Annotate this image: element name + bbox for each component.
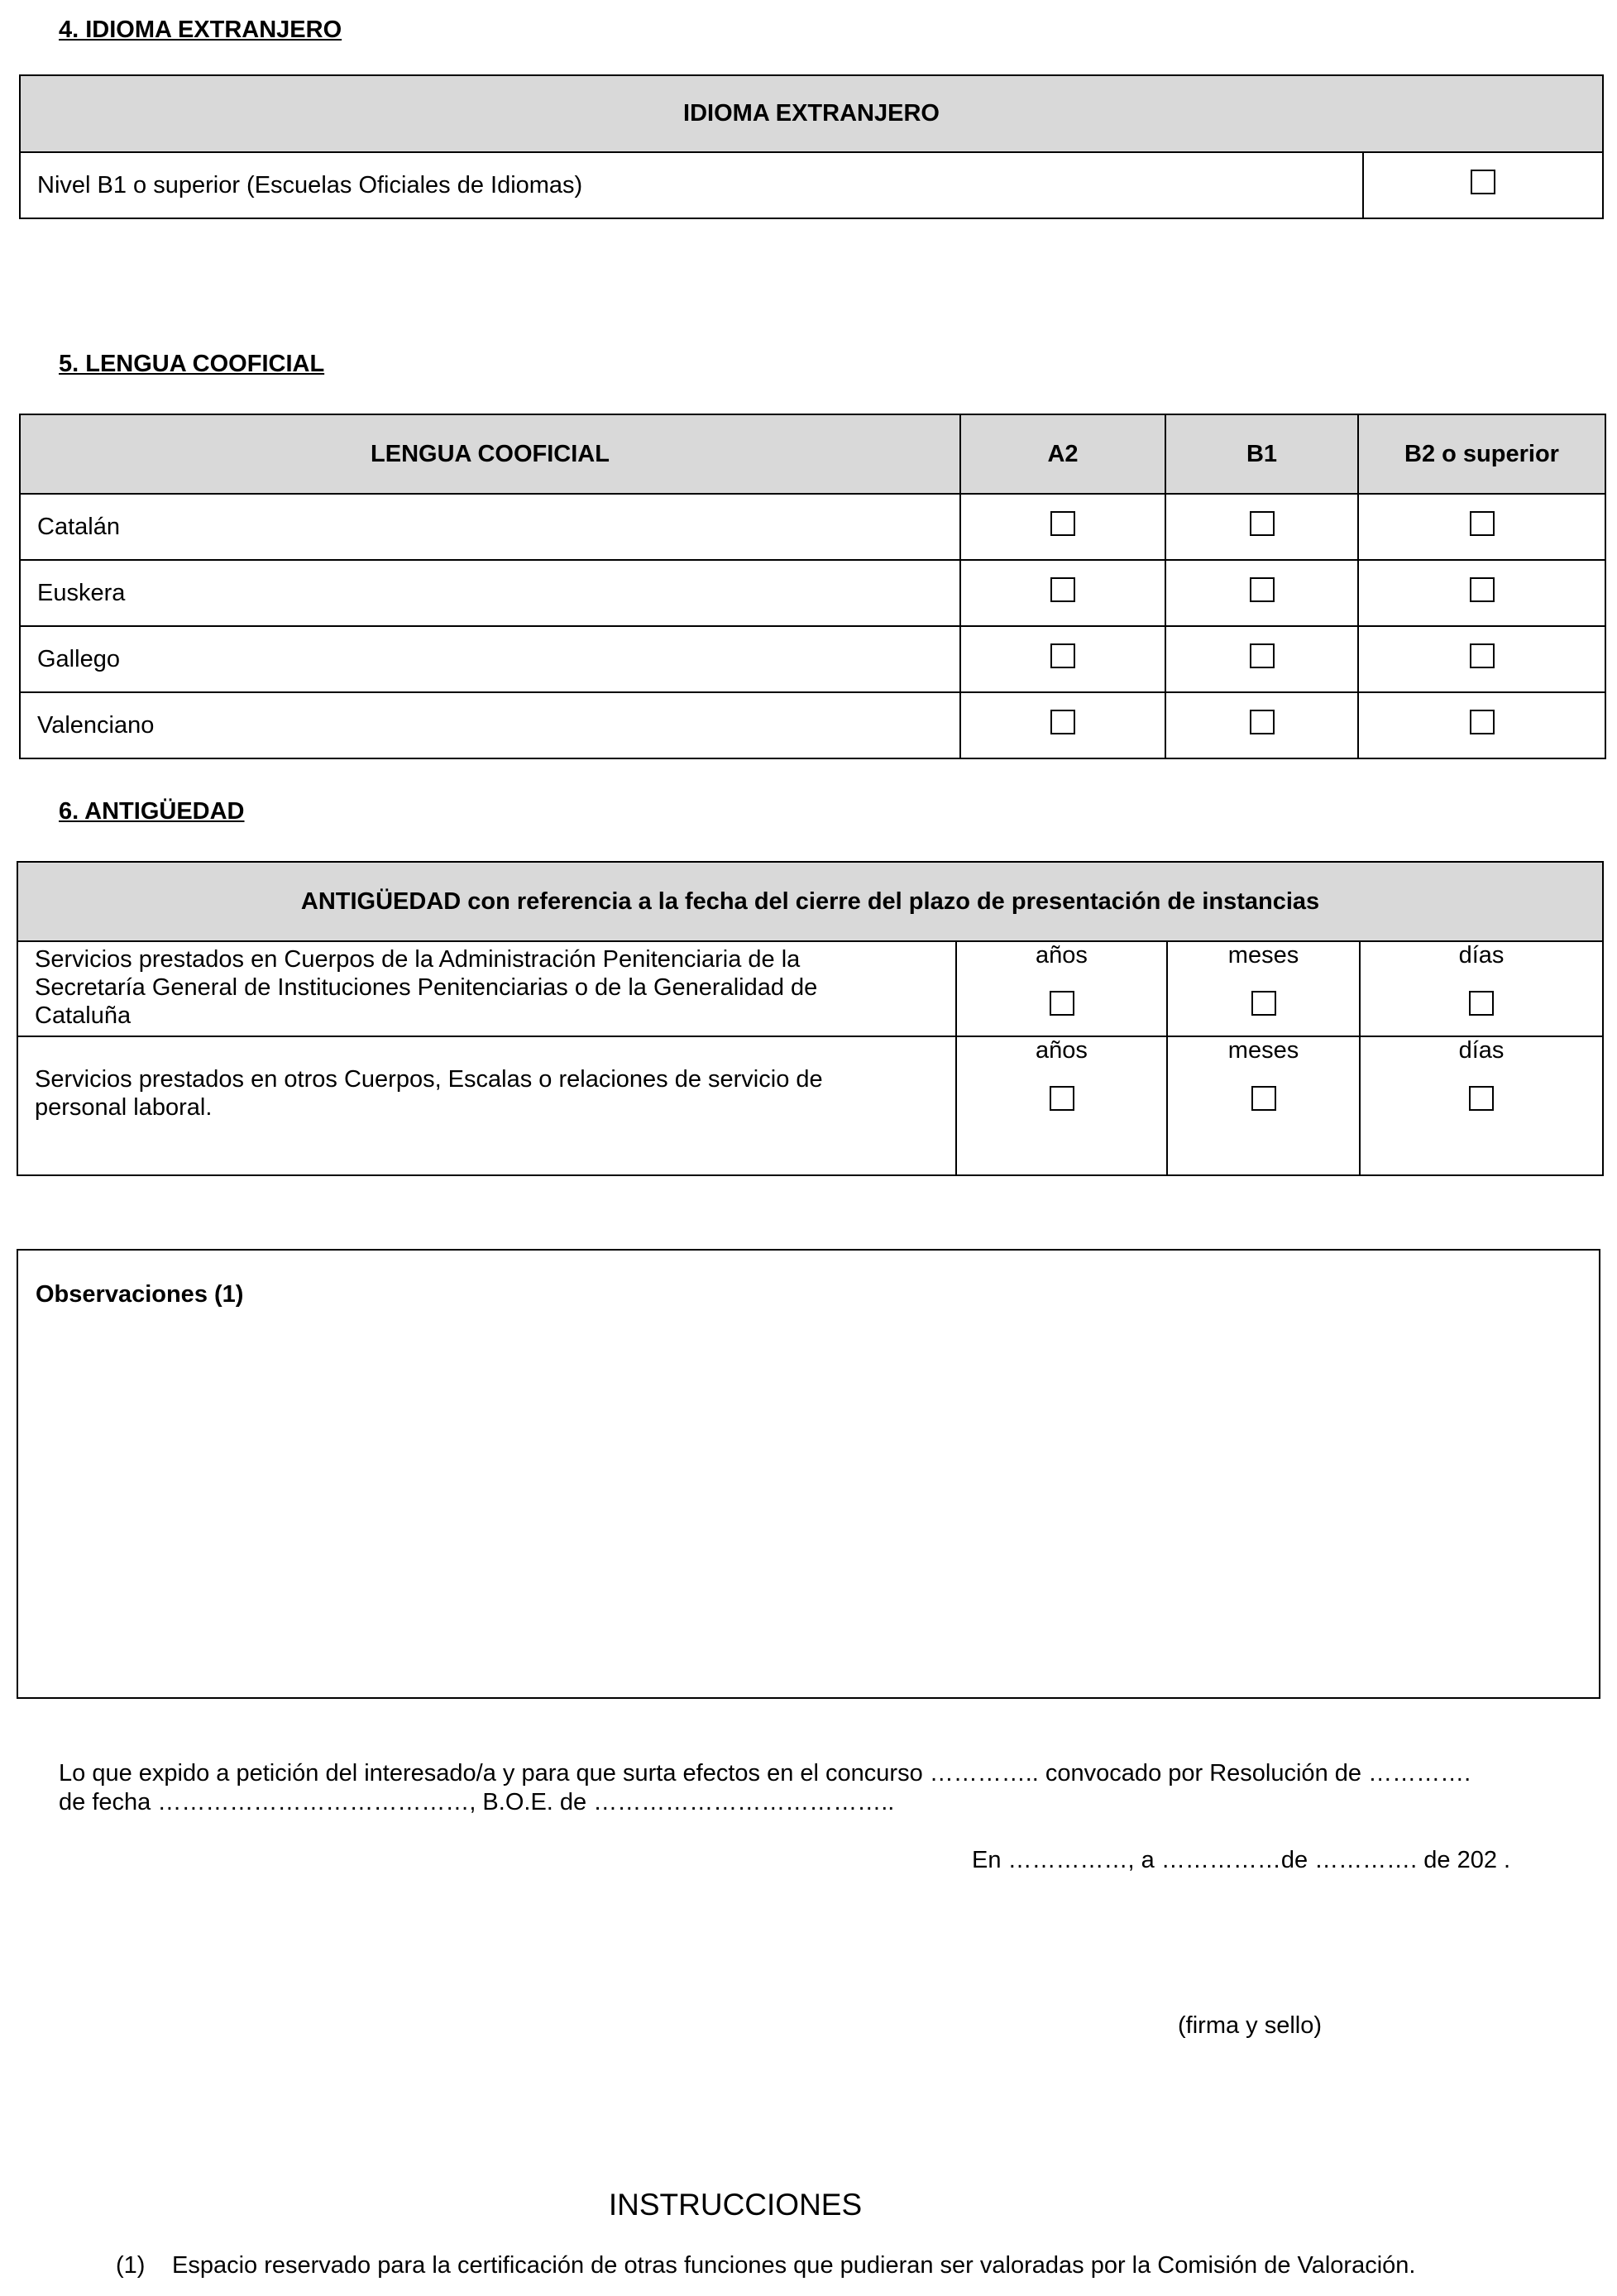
language-name: Catalán (20, 494, 960, 560)
row1-days-checkbox[interactable] (1469, 991, 1494, 1016)
months-label: meses (1227, 1037, 1299, 1064)
table-row (20, 626, 1605, 692)
gallego-b1-checkbox[interactable] (1250, 643, 1275, 668)
seniority-header: ANTIGÜEDAD con referencia a la fecha del cierre del plazo de presentación de instancias (17, 862, 1603, 941)
col-header-a2: A2 (960, 414, 1165, 494)
foreign-language-table (19, 74, 1604, 219)
section-4-heading: 4. IDIOMA EXTRANJERO (59, 17, 342, 43)
row2-years-checkbox[interactable] (1050, 1086, 1074, 1111)
col-header-b2: B2 o superior (1358, 414, 1605, 494)
euskera-b2-checkbox[interactable] (1470, 577, 1495, 602)
catalan-b2-checkbox[interactable] (1470, 511, 1495, 536)
months-label: meses (1227, 942, 1299, 969)
foreign-language-row-label: Nivel B1 o superior (Escuelas Oficiales de Idiomas) (20, 152, 1363, 218)
gallego-b2-checkbox[interactable] (1470, 643, 1495, 668)
valenciano-b2-checkbox[interactable] (1470, 710, 1495, 734)
table-row (17, 1036, 1603, 1175)
col-header-b1: B1 (1165, 414, 1358, 494)
days-label: días (1458, 1037, 1505, 1064)
instruction-text: Espacio reservado para la certificación de otras funciones que pudieran ser valoradas por la Comisión de Valoración. (172, 2252, 1416, 2279)
foreign-language-header: IDIOMA EXTRANJERO (20, 75, 1603, 152)
row2-months-checkbox[interactable] (1251, 1086, 1276, 1111)
years-label: años (1036, 1037, 1088, 1064)
certification-line-1: Lo que expido a petición del interesado/a y para que surta efectos en el concurso ………….. convocado por Resolución de …………. (59, 1760, 1471, 1787)
certification-line-2: de fecha …………………………………, B.O.E. de ……………………………….. (59, 1789, 895, 1815)
seniority-table (17, 861, 1604, 1176)
language-name: Valenciano (20, 692, 960, 758)
valenciano-b1-checkbox[interactable] (1250, 710, 1275, 734)
table-row (20, 494, 1605, 560)
language-name: Euskera (20, 560, 960, 626)
section-5-heading: 5. LENGUA COOFICIAL (59, 351, 325, 377)
catalan-b1-checkbox[interactable] (1250, 511, 1275, 536)
gallego-a2-checkbox[interactable] (1050, 643, 1075, 668)
seniority-row-label: Servicios prestados en otros Cuerpos, Escalas o relaciones de servicio de personal laboral. (17, 1036, 956, 1175)
section-6-heading: 6. ANTIGÜEDAD (59, 798, 245, 825)
seniority-row-label: Servicios prestados en Cuerpos de la Administración Penitenciaria de la Secretaría General de Instituciones Penitenciarias o de la Generalidad de Cataluña (17, 941, 956, 1036)
instruction-number: (1) (116, 2252, 146, 2279)
col-header-language: LENGUA COOFICIAL (20, 414, 960, 494)
co-official-language-table (19, 414, 1606, 759)
observations-box[interactable] (17, 1249, 1600, 1699)
euskera-a2-checkbox[interactable] (1050, 577, 1075, 602)
table-row (17, 941, 1603, 1036)
days-label: días (1458, 942, 1505, 969)
observations-label: Observaciones (1) (36, 1281, 244, 1308)
foreign-language-b1-checkbox[interactable] (1471, 170, 1495, 194)
valenciano-a2-checkbox[interactable] (1050, 710, 1075, 734)
language-name: Gallego (20, 626, 960, 692)
instructions-title: INSTRUCCIONES (608, 2188, 863, 2222)
row1-years-checkbox[interactable] (1050, 991, 1074, 1016)
table-row (20, 692, 1605, 758)
row2-days-checkbox[interactable] (1469, 1086, 1494, 1111)
place-and-date: En ……………, a ……………de …………. de 202 . (972, 1847, 1511, 1873)
signature-label: (firma y sello) (1178, 2012, 1323, 2039)
years-label: años (1036, 942, 1088, 969)
table-row (20, 560, 1605, 626)
row1-months-checkbox[interactable] (1251, 991, 1276, 1016)
catalan-a2-checkbox[interactable] (1050, 511, 1075, 536)
euskera-b1-checkbox[interactable] (1250, 577, 1275, 602)
